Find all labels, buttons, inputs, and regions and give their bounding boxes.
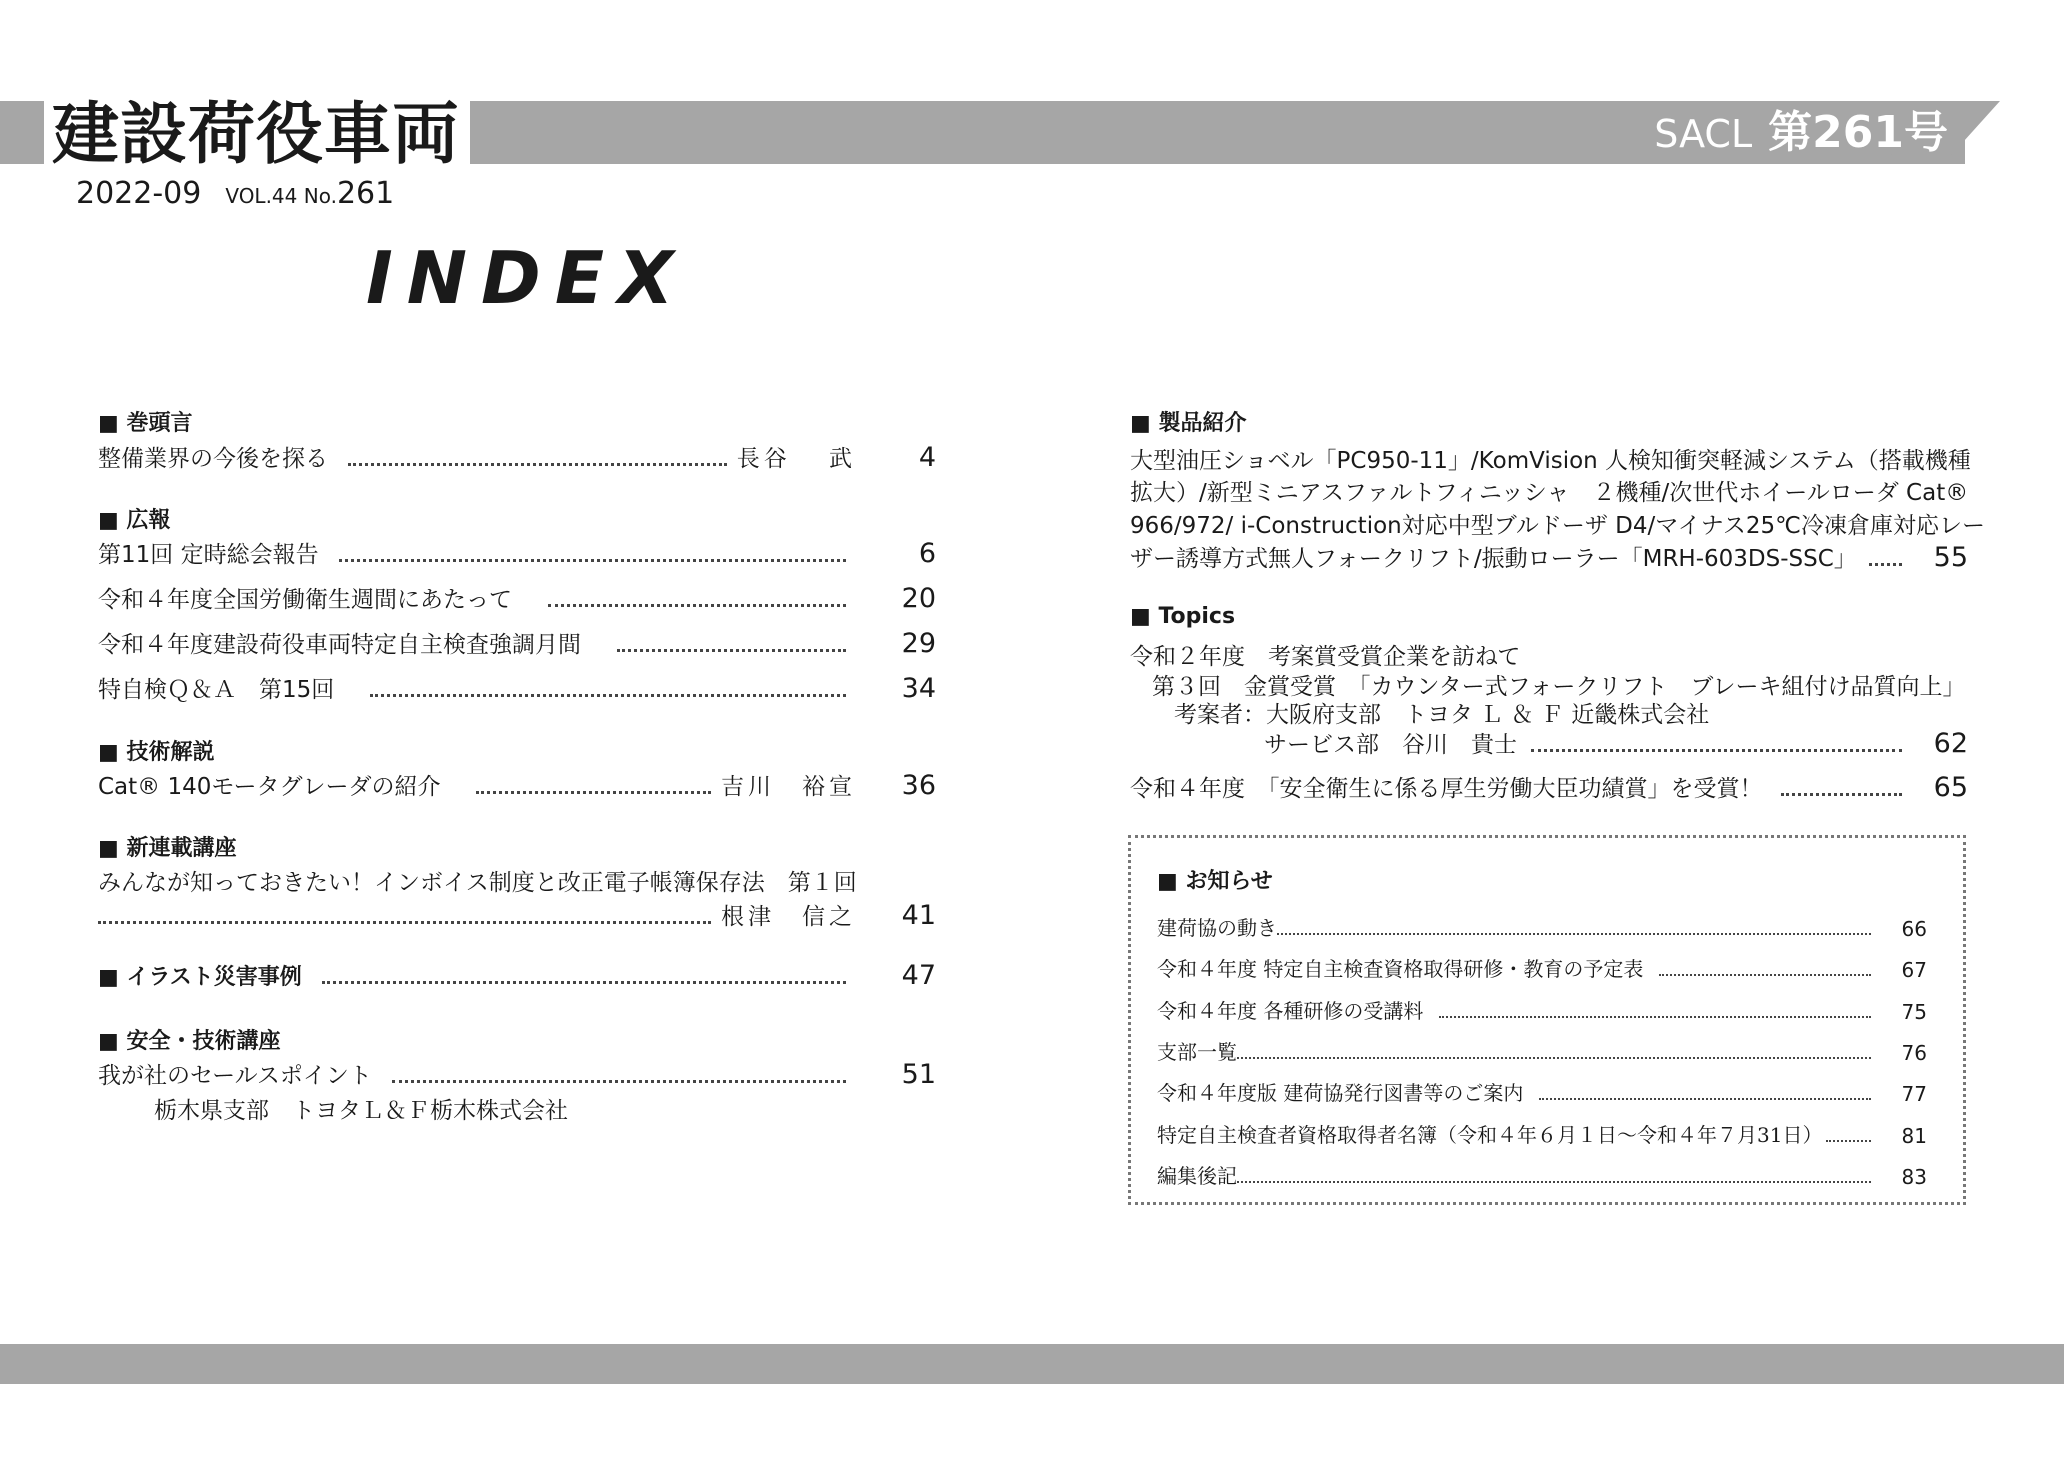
leader-dots (392, 1080, 846, 1083)
entry-title: 特自検Ｑ＆Ａ 第15回 (98, 677, 335, 703)
entry-title: 令和４年度建設荷役車両特定自主検査強調月間 (98, 632, 581, 658)
entry-page: 76 (1901, 1041, 1927, 1065)
entry-title: 特定自主検査者資格取得者名簿（令和４年６月１日～令和４年７月31日） (1157, 1123, 1823, 1147)
topics-line: 考案者：大阪府支部 トヨタ Ｌ ＆ Ｆ 近畿株式会社 (1174, 702, 1710, 728)
entry-page: 77 (1901, 1082, 1927, 1106)
entry-title: 我が社のセールスポイント (98, 1063, 372, 1089)
leader-dots (1781, 793, 1903, 796)
entry-page: 83 (1901, 1165, 1927, 1189)
leader-dots (370, 694, 846, 697)
issue-info (76, 176, 394, 211)
entry-page: 66 (1901, 917, 1927, 941)
toc-entry-illustration[interactable] (98, 960, 936, 991)
sacl-label: SACL (1654, 112, 1753, 156)
leader-dots (348, 463, 727, 466)
entry-title: 令和４年度 「安全衛生に係る厚生労働大臣功績賞」を受賞！ (1130, 776, 1763, 802)
leader-dots (339, 559, 846, 562)
leader-dots (1237, 1057, 1871, 1059)
leader-dots (1869, 563, 1902, 566)
entry-author: 根津 信之 (721, 904, 856, 930)
entry-title: ザー誘導方式無人フォークリフト/振動ローラー「MRH-603DS-SSC」 (1130, 546, 1857, 572)
entry-page: 34 (901, 673, 936, 704)
notice-entry[interactable] (1157, 912, 1927, 941)
topics-line: 第３回 金賞受賞 「カウンター式フォークリフト ブレーキ組付け品質向上」 (1152, 674, 1966, 700)
section-head-public-relations: ■ 広報 (98, 508, 171, 533)
notice-entry[interactable] (1157, 995, 1927, 1024)
products-line: 大型油圧ショベル「PC950-11」/KomVision 人検知衝突軽減システム（搭載機種 (1130, 448, 1971, 474)
entry-title: 支部一覧 (1157, 1040, 1237, 1064)
notice-entry[interactable] (1157, 1119, 1927, 1148)
entry-title[interactable]: みんなが知っておきたい！インボイス制度と改正電子帳簿保存法 第１回 (98, 870, 857, 896)
leader-dots (1439, 1016, 1871, 1018)
leader-dots (1531, 749, 1902, 752)
topics-line: 令和２年度 考案賞受賞企業を訪ねて (1130, 644, 1521, 670)
leader-dots (1539, 1098, 1871, 1100)
entry-title: 建荷協の動き (1157, 916, 1277, 940)
entry-page: 20 (901, 583, 936, 614)
entry-author: サービス部 谷川 貴士 (1264, 732, 1517, 758)
section-head-illustration: ■ イラスト災害事例 (98, 965, 302, 990)
toc-entry[interactable] (98, 536, 936, 569)
toc-entry[interactable] (98, 768, 936, 801)
products-line: 966/972/ i-Construction対応中型ブルドーザ D4/マイナス25℃冷凍倉庫対応レー (1130, 513, 1985, 539)
issue-badge (1654, 104, 1948, 171)
section-head-products: ■ 製品紹介 (1130, 411, 1247, 436)
toc-entry[interactable] (98, 671, 936, 704)
notice-box (1128, 835, 1966, 1205)
leader-dots (617, 649, 846, 652)
notice-entry[interactable] (1157, 1077, 1927, 1106)
section-head-safety: ■ 安全・技術講座 (98, 1029, 281, 1054)
entry-page: 55 (1933, 542, 1968, 573)
section-head-new-series: ■ 新連載講座 (98, 836, 237, 861)
footer-band (0, 1344, 2064, 1384)
magazine-title: 建設荷役車両 (52, 95, 460, 173)
entry-page: 29 (901, 628, 936, 659)
entry-page: 6 (918, 538, 936, 569)
entry-title: 編集後記 (1157, 1164, 1237, 1188)
notice-entry[interactable] (1157, 953, 1927, 982)
entry-author: 吉川 裕宣 (721, 774, 856, 800)
section-head-notice: ■ お知らせ (1157, 869, 1273, 894)
issue-no: 261 (336, 176, 395, 211)
leader-dots (1277, 933, 1871, 935)
leader-dots (476, 791, 711, 794)
entry-title: 令和４年度 特定自主検査資格取得研修・教育の予定表 (1157, 957, 1644, 981)
leader-dots (1659, 974, 1871, 976)
toc-entry[interactable] (1130, 770, 1968, 803)
entry-page: 81 (1901, 1124, 1927, 1148)
toc-entry[interactable] (1264, 726, 1968, 759)
volume-label: VOL.44 No. (225, 184, 337, 208)
entry-page: 65 (1933, 772, 1968, 803)
entry-author: 長谷 武 (736, 446, 856, 472)
toc-entry[interactable] (1130, 540, 1968, 573)
entry-page: 75 (1901, 1000, 1927, 1024)
entry-title: 整備業界の今後を探る (98, 446, 328, 472)
leader-dots (322, 981, 846, 984)
notice-entry[interactable] (1157, 1036, 1927, 1065)
section-head-topics: ■ Topics (1130, 604, 1236, 629)
toc-entry[interactable] (98, 1057, 936, 1090)
section-head-technical: ■ 技術解説 (98, 740, 215, 765)
toc-entry[interactable] (98, 440, 936, 473)
notice-entry[interactable] (1157, 1160, 1927, 1189)
entry-page: 47 (901, 960, 936, 991)
leader-dots (1826, 1140, 1871, 1142)
leader-dots (98, 921, 711, 924)
entry-title: 令和４年度 各種研修の受講料 (1157, 999, 1424, 1023)
entry-title: 令和４年度全国労働衛生週間にあたって (98, 587, 512, 613)
entry-title: 令和４年度版 建荷協発行図書等のご案内 (1157, 1081, 1524, 1105)
issue-date: 2022-09 (76, 176, 202, 211)
entry-page: 4 (918, 442, 936, 473)
toc-entry[interactable] (98, 581, 936, 614)
entry-title: 第11回 定時総会報告 (98, 542, 319, 568)
section-head-foreword: ■ 巻頭言 (98, 411, 193, 436)
leader-dots (1237, 1181, 1871, 1183)
entry-page: 67 (1901, 958, 1927, 982)
issue-number-label: 第261号 (1768, 107, 1948, 158)
entry-page: 51 (901, 1059, 936, 1090)
entry-subtitle: 栃木県支部 トヨタＬ＆Ｆ栃木株式会社 (154, 1098, 568, 1124)
entry-page: 62 (1933, 728, 1968, 759)
toc-entry[interactable] (98, 626, 936, 659)
leader-dots (548, 604, 846, 607)
toc-entry[interactable] (98, 898, 936, 931)
entry-page: 41 (901, 900, 936, 931)
products-line: 拡大）/新型ミニアスファルトフィニッシャ ２機種/次世代ホイールローダ Cat® (1130, 480, 1969, 506)
entry-page: 36 (901, 770, 936, 801)
index-heading: INDEX (366, 236, 688, 320)
entry-title: Cat® 140モータグレーダの紹介 (98, 774, 441, 800)
